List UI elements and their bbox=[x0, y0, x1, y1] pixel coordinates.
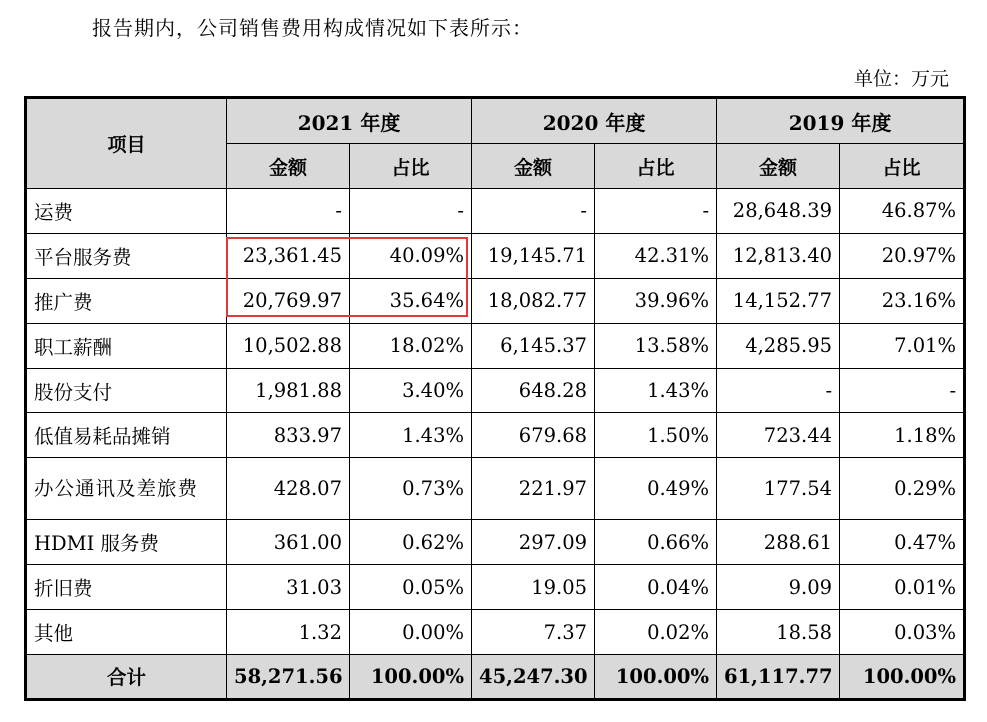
ratio-cell: 0.29% bbox=[840, 458, 965, 520]
intro-text: 报告期内，公司销售费用构成情况如下表所示： bbox=[92, 16, 533, 40]
table-row bbox=[26, 610, 965, 655]
row-label: 办公通讯及差旅费 bbox=[26, 458, 227, 520]
ratio-cell: 1.43% bbox=[350, 413, 472, 458]
row-label: 股份支付 bbox=[26, 368, 227, 413]
row-label: 低值易耗品摊销 bbox=[26, 413, 227, 458]
unit-label: 单位：万元 bbox=[853, 68, 949, 90]
table-row bbox=[26, 368, 965, 413]
ratio-cell: - bbox=[840, 368, 965, 413]
total-amount-cell: 58,271.56 bbox=[227, 655, 350, 700]
row-label: 其他 bbox=[26, 610, 227, 655]
year-header-2019: 2019 年度 bbox=[717, 98, 965, 144]
year-header-2021: 2021 年度 bbox=[227, 98, 472, 144]
amount-cell: 12,813.40 bbox=[717, 233, 840, 278]
ratio-cell: 0.73% bbox=[350, 458, 472, 520]
ratio-header: 占比 bbox=[595, 144, 717, 189]
amount-cell: 23,361.45 bbox=[227, 233, 350, 278]
amount-cell: 833.97 bbox=[227, 413, 350, 458]
total-amount-cell: 45,247.30 bbox=[472, 655, 595, 700]
amount-cell: 288.61 bbox=[717, 520, 840, 565]
ratio-cell: 0.01% bbox=[840, 565, 965, 610]
table-row bbox=[26, 278, 965, 323]
amount-header: 金额 bbox=[472, 144, 595, 189]
ratio-cell: 0.03% bbox=[840, 610, 965, 655]
amount-cell: 9.09 bbox=[717, 565, 840, 610]
total-ratio-cell: 100.00% bbox=[350, 655, 472, 700]
row-label: 平台服务费 bbox=[26, 233, 227, 278]
ratio-cell: 3.40% bbox=[350, 368, 472, 413]
ratio-cell: - bbox=[350, 189, 472, 234]
ratio-cell: 0.62% bbox=[350, 520, 472, 565]
item-header: 项目 bbox=[26, 98, 227, 189]
amount-cell: 428.07 bbox=[227, 458, 350, 520]
ratio-cell: 0.47% bbox=[840, 520, 965, 565]
table-row bbox=[26, 458, 965, 520]
year-header-2020: 2020 年度 bbox=[472, 98, 717, 144]
amount-cell: 679.68 bbox=[472, 413, 595, 458]
ratio-cell: 23.16% bbox=[840, 278, 965, 323]
row-label: 折旧费 bbox=[26, 565, 227, 610]
ratio-cell: 0.49% bbox=[595, 458, 717, 520]
row-label: HDMI 服务费 bbox=[26, 520, 227, 565]
row-label: 推广费 bbox=[26, 278, 227, 323]
ratio-cell: 0.02% bbox=[595, 610, 717, 655]
ratio-cell: 0.05% bbox=[350, 565, 472, 610]
ratio-cell: 13.58% bbox=[595, 323, 717, 368]
table-row bbox=[26, 520, 965, 565]
amount-cell: 221.97 bbox=[472, 458, 595, 520]
table-row bbox=[26, 189, 965, 234]
total-ratio-cell: 100.00% bbox=[595, 655, 717, 700]
ratio-cell: 7.01% bbox=[840, 323, 965, 368]
total-ratio-cell: 100.00% bbox=[840, 655, 965, 700]
ratio-cell: 40.09% bbox=[350, 233, 472, 278]
ratio-header: 占比 bbox=[350, 144, 472, 189]
amount-cell: 648.28 bbox=[472, 368, 595, 413]
row-label: 运费 bbox=[26, 189, 227, 234]
amount-cell: 7.37 bbox=[472, 610, 595, 655]
table-row bbox=[26, 233, 965, 278]
ratio-header: 占比 bbox=[840, 144, 965, 189]
table-row bbox=[26, 565, 965, 610]
ratio-cell: 42.31% bbox=[595, 233, 717, 278]
amount-cell: 297.09 bbox=[472, 520, 595, 565]
ratio-cell: - bbox=[595, 189, 717, 234]
amount-header: 金额 bbox=[717, 144, 840, 189]
amount-cell: 18.58 bbox=[717, 610, 840, 655]
amount-cell: 177.54 bbox=[717, 458, 840, 520]
amount-cell: - bbox=[472, 189, 595, 234]
amount-cell: 19.05 bbox=[472, 565, 595, 610]
ratio-cell: 1.50% bbox=[595, 413, 717, 458]
ratio-cell: 1.43% bbox=[595, 368, 717, 413]
amount-cell: 4,285.95 bbox=[717, 323, 840, 368]
ratio-cell: 1.18% bbox=[840, 413, 965, 458]
amount-header: 金额 bbox=[227, 144, 350, 189]
total-amount-cell: 61,117.77 bbox=[717, 655, 840, 700]
total-label: 合计 bbox=[26, 655, 227, 700]
ratio-cell: 18.02% bbox=[350, 323, 472, 368]
ratio-cell: 35.64% bbox=[350, 278, 472, 323]
amount-cell: 1.32 bbox=[227, 610, 350, 655]
amount-cell: 10,502.88 bbox=[227, 323, 350, 368]
amount-cell: 19,145.71 bbox=[472, 233, 595, 278]
amount-cell: - bbox=[227, 189, 350, 234]
amount-cell: 1,981.88 bbox=[227, 368, 350, 413]
amount-cell: 28,648.39 bbox=[717, 189, 840, 234]
sales-expense-table bbox=[24, 96, 966, 701]
amount-cell: 6,145.37 bbox=[472, 323, 595, 368]
table-row bbox=[26, 323, 965, 368]
row-label: 职工薪酬 bbox=[26, 323, 227, 368]
amount-cell: 18,082.77 bbox=[472, 278, 595, 323]
ratio-cell: 39.96% bbox=[595, 278, 717, 323]
amount-cell: 361.00 bbox=[227, 520, 350, 565]
amount-cell: - bbox=[717, 368, 840, 413]
amount-cell: 20,769.97 bbox=[227, 278, 350, 323]
amount-cell: 723.44 bbox=[717, 413, 840, 458]
total-row bbox=[26, 655, 965, 700]
ratio-cell: 0.00% bbox=[350, 610, 472, 655]
amount-cell: 31.03 bbox=[227, 565, 350, 610]
amount-cell: 14,152.77 bbox=[717, 278, 840, 323]
ratio-cell: 0.66% bbox=[595, 520, 717, 565]
table-row bbox=[26, 413, 965, 458]
ratio-cell: 46.87% bbox=[840, 189, 965, 234]
ratio-cell: 20.97% bbox=[840, 233, 965, 278]
ratio-cell: 0.04% bbox=[595, 565, 717, 610]
